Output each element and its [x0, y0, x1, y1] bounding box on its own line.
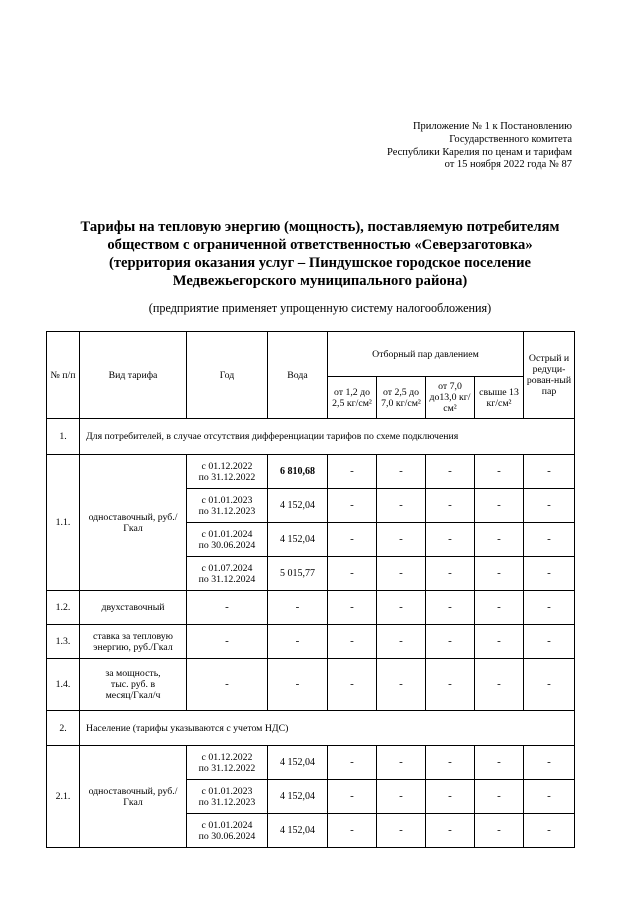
table-row	[47, 455, 575, 489]
dash-cell: -	[426, 625, 475, 659]
dash-cell: -	[328, 489, 377, 523]
dash-cell: -	[426, 780, 475, 814]
dash-cell: -	[426, 557, 475, 591]
dash-cell: -	[328, 523, 377, 557]
section-1-label: Для потребителей, в случае отсутствия дифференциации тарифов по схеме подключения	[80, 419, 575, 455]
dash-cell: -	[524, 455, 575, 489]
table-row	[47, 746, 575, 780]
row-2-1-num: 2.1.	[47, 746, 80, 848]
row-1-1-num: 1.1.	[47, 455, 80, 591]
dash-cell: -	[268, 659, 328, 711]
dash-cell: -	[187, 591, 268, 625]
section-2-num: 2.	[47, 711, 80, 746]
dash-cell: -	[475, 591, 524, 625]
dash-cell: -	[475, 625, 524, 659]
row-1-3-num: 1.3.	[47, 625, 80, 659]
period-cell: с 01.01.2023 по 31.12.2023	[187, 489, 268, 523]
header-steam-group: Отборный пар давлением	[328, 332, 524, 377]
appendix-header	[387, 121, 572, 172]
dash-cell: -	[524, 659, 575, 711]
dash-cell: -	[475, 557, 524, 591]
dash-cell: -	[524, 523, 575, 557]
table-row	[47, 659, 575, 711]
dash-cell: -	[328, 557, 377, 591]
period-cell: с 01.01.2024 по 30.06.2024	[187, 814, 268, 848]
dash-cell: -	[328, 455, 377, 489]
dash-cell: -	[377, 746, 426, 780]
dash-cell: -	[328, 746, 377, 780]
appendix-line-1: Приложение № 1 к Постановлению	[412, 121, 572, 132]
dash-cell: -	[426, 489, 475, 523]
dash-cell: -	[268, 625, 328, 659]
header-num: № п/п	[47, 332, 80, 419]
dash-cell: -	[426, 591, 475, 625]
section-row-1	[47, 419, 575, 455]
dash-cell: -	[328, 659, 377, 711]
period-cell: с 01.12.2022 по 31.12.2022	[187, 746, 268, 780]
dash-cell: -	[377, 780, 426, 814]
period-cell: с 01.01.2024 по 30.06.2024	[187, 523, 268, 557]
title-line-1: Тарифы на тепловую энергию (мощность), поставляемую потребителям	[80, 219, 560, 235]
header-year: Год	[187, 332, 268, 419]
dash-cell: -	[377, 489, 426, 523]
section-2-label: Население (тарифы указываются с учетом НДС)	[80, 711, 575, 746]
dash-cell: -	[328, 780, 377, 814]
tax-note: (предприятие применяет упрощенную систему налогообложения)	[148, 301, 492, 315]
dash-cell: -	[426, 814, 475, 848]
water-value: 4 152,04	[268, 489, 328, 523]
dash-cell: -	[524, 489, 575, 523]
period-cell: с 01.01.2023 по 31.12.2023	[187, 780, 268, 814]
document-title	[40, 218, 600, 290]
dash-cell: -	[377, 591, 426, 625]
dash-cell: -	[426, 455, 475, 489]
table-row	[47, 625, 575, 659]
row-1-2-label: двухставочный	[80, 591, 187, 625]
appendix-line-3: Республики Карелия по ценам и тарифам	[387, 146, 572, 158]
water-value: 4 152,04	[268, 814, 328, 848]
header-steam-1: от 1,2 до 2,5 кг/см²	[328, 377, 377, 419]
dash-cell: -	[475, 780, 524, 814]
section-row-2	[47, 711, 575, 746]
appendix-line-2: Государственного комитета	[449, 133, 572, 145]
row-2-1-label: одноставочный, руб./Гкал	[80, 746, 187, 848]
row-1-4-num: 1.4.	[47, 659, 80, 711]
dash-cell: -	[377, 659, 426, 711]
header-water: Вода	[268, 332, 328, 419]
tariff-table	[46, 331, 575, 848]
dash-cell: -	[475, 814, 524, 848]
dash-cell: -	[426, 659, 475, 711]
table-row	[47, 591, 575, 625]
dash-cell: -	[268, 591, 328, 625]
dash-cell: -	[475, 455, 524, 489]
dash-cell: -	[328, 814, 377, 848]
dash-cell: -	[426, 523, 475, 557]
row-1-4-label: за мощность, тыс. руб. в месяц/Гкал/ч	[80, 659, 187, 711]
header-tariff-type: Вид тарифа	[80, 332, 187, 419]
dash-cell: -	[475, 659, 524, 711]
dash-cell: -	[328, 625, 377, 659]
water-value: 6 810,68	[268, 455, 328, 489]
dash-cell: -	[377, 455, 426, 489]
water-value: 4 152,04	[268, 523, 328, 557]
header-steam-4: свыше 13 кг/см²	[475, 377, 524, 419]
dash-cell: -	[377, 523, 426, 557]
dash-cell: -	[187, 625, 268, 659]
dash-cell: -	[187, 659, 268, 711]
dash-cell: -	[524, 625, 575, 659]
period-cell: с 01.12.2022 по 31.12.2022	[187, 455, 268, 489]
header-row	[47, 332, 575, 377]
water-value: 5 015,77	[268, 557, 328, 591]
dash-cell: -	[524, 557, 575, 591]
dash-cell: -	[475, 746, 524, 780]
dash-cell: -	[524, 591, 575, 625]
dash-cell: -	[524, 814, 575, 848]
dash-cell: -	[377, 814, 426, 848]
water-value: 4 152,04	[268, 746, 328, 780]
section-1-num: 1.	[47, 419, 80, 455]
header-sharp-steam: Острый и редуци-рован-ный пар	[524, 332, 575, 419]
title-line-2: обществом с ограниченной ответственностью «Северзаготовка»	[107, 237, 533, 253]
dash-cell: -	[524, 746, 575, 780]
dash-cell: -	[475, 489, 524, 523]
header-steam-3: от 7,0 до13,0 кг/см²	[426, 377, 475, 419]
appendix-line-4: от 15 ноября 2022 года № 87	[444, 159, 572, 171]
dash-cell: -	[475, 523, 524, 557]
dash-cell: -	[426, 746, 475, 780]
dash-cell: -	[328, 591, 377, 625]
water-value: 4 152,04	[268, 780, 328, 814]
row-1-3-label: ставка за тепловую энергию, руб./Гкал	[80, 625, 187, 659]
row-1-1-label: одноставочный, руб./Гкал	[80, 455, 187, 591]
period-cell: с 01.07.2024 по 31.12.2024	[187, 557, 268, 591]
dash-cell: -	[377, 557, 426, 591]
dash-cell: -	[377, 625, 426, 659]
dash-cell: -	[524, 780, 575, 814]
row-1-2-num: 1.2.	[47, 591, 80, 625]
title-line-3: (территория оказания услуг – Пиндушское городское поселение	[109, 255, 531, 271]
header-steam-2: от 2,5 до 7,0 кг/см²	[377, 377, 426, 419]
title-line-4: Медвежьегорского муниципального района)	[172, 273, 468, 289]
